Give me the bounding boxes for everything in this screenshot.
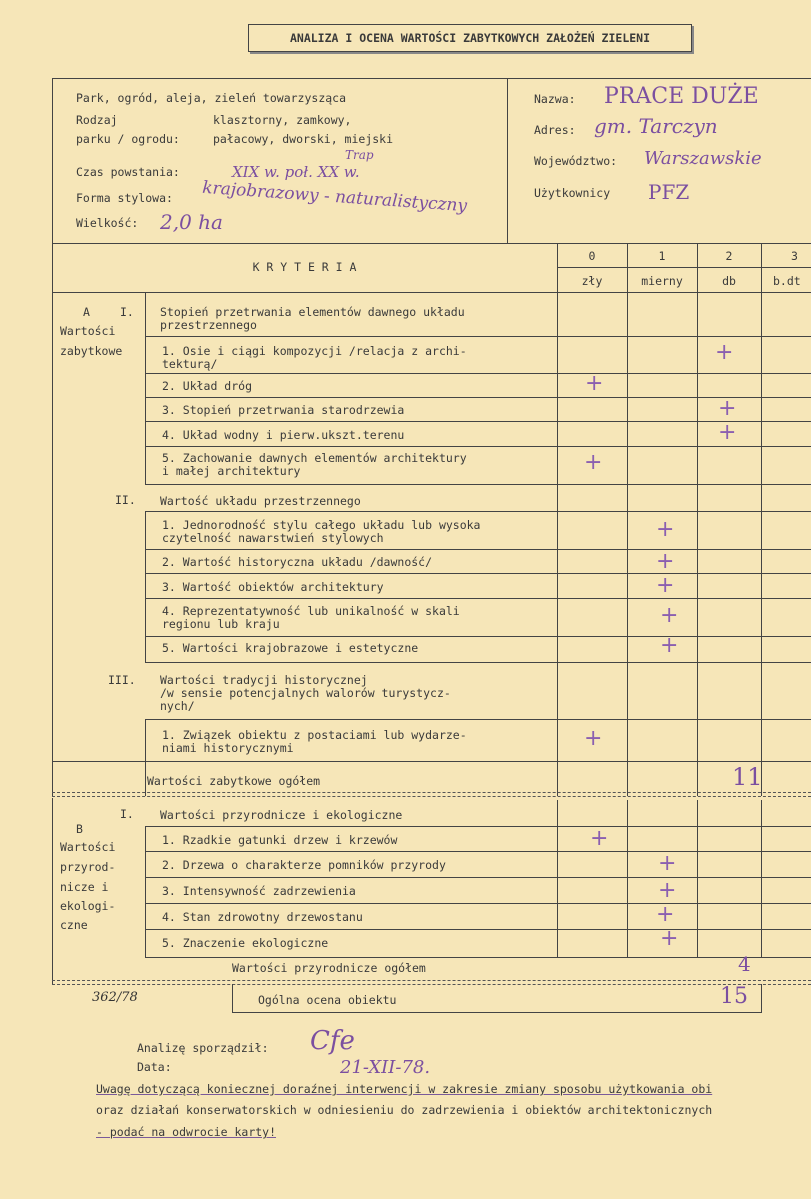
items-left-line-g1 [145,336,146,484]
row-line [145,598,811,599]
row-line [145,484,811,485]
analysed-label: Analizę sporządził: [137,1041,269,1055]
mark-g2-1: + [656,517,675,542]
section-b-name-5: czne [60,918,88,932]
row-line [145,636,811,637]
nazwa-value: PRACE DUŻE [604,84,759,109]
g1-item-5-cont: i małej architektury [162,464,301,478]
score-1-num: 1 [658,249,666,263]
score-1-word: mierny [641,274,683,288]
mark-b-5: + [660,926,679,951]
col-3-left-b [761,800,762,958]
col-0-left [557,243,558,796]
g1-item-3: 3. Stopień przetrwania starodrzewia [162,403,405,417]
group-1-title-2: przestrzennego [160,318,257,332]
date-label: Data: [137,1060,172,1074]
section-a-name-2: zabytkowe [60,344,123,358]
section-a-left-line [52,292,53,796]
group-3-title-3: nych/ [160,699,195,713]
row-line [145,373,811,374]
wojewodztwo-value: Warszawskie [644,148,762,169]
score-2-word: db [722,274,736,288]
section-a-total-value: 11 [732,763,763,791]
g1-item-2: 2. Układ dróg [162,379,253,393]
row-line [145,573,811,574]
section-a-letter: A [83,305,90,319]
score-2-num: 2 [725,249,733,263]
row-line [145,877,811,878]
section-b-name-3: nicze i [60,880,109,894]
g3-item-1: 1. Związek obiektu z postaciami lub wydarze- [162,728,467,742]
col-1-left [627,243,628,796]
row-line [145,826,811,827]
section-a-roman: I. [120,305,134,319]
g1-item-1: 1. Osie i ciągi kompozycji /relacja z archi- [162,344,467,358]
b-item-3: 3. Intensywność zadrzewienia [162,884,356,898]
col-2-left [697,243,698,796]
items-left-line-g3 [145,719,146,761]
forma-label: Forma stylowa: [76,191,173,205]
row-line [145,336,811,337]
rodzaj-label: Rodzaj [76,113,118,127]
note-line-2: oraz działań konserwatorskich w odniesieniu do zadrzewienia i obiektów architektonicznych [96,1103,713,1117]
row-line [145,903,811,904]
date-value: 21-XII-78. [340,1057,431,1078]
section-b-total-value: 4 [738,952,751,976]
group-3-title-1: Wartości tradycji historycznej [160,673,368,687]
section-b-name-2: przyrod- [60,860,116,874]
rodzaj-options-1: klasztorny, zamkowy, [213,113,352,127]
criteria-label: K R Y T E R I A [252,260,357,274]
uzytkownicy-label: Użytkownicy [534,186,611,200]
group-3-title-2: /w sensie potencjalnych walorów turystycz- [160,686,451,700]
group-2-title: Wartość układu przestrzennego [160,494,361,508]
mark-g2-3: + [656,573,675,598]
section-b-title: Wartości przyrodnicze i ekologiczne [160,808,403,822]
rodzaj-options-2: pałacowy, dworski, miejski [213,132,394,146]
analysed-signature: Cfe [310,1026,355,1056]
group-3-roman: III. [108,673,136,687]
wojewodztwo-label: Województwo: [534,154,618,168]
row-line [145,719,811,720]
col-1-left-b [627,800,628,958]
row-line [52,761,811,762]
b-item-5: 5. Znaczenie ekologiczne [162,936,329,950]
note-line-1: Uwagę dotyczącą koniecznej doraźnej interwencji w zakresie zmiany sposobu użytkowania obi [96,1082,713,1096]
section-a-col-line-1 [145,292,146,336]
score-3-num: 3 [791,249,798,263]
section-b-name-1: Wartości [60,840,116,854]
section-b-letter: B [76,822,83,836]
col-0-left-b [557,800,558,958]
g1-item-1-cont: tekturą/ [162,357,218,371]
mark-g1-5: + [584,450,603,475]
forma-value: krajobrazowy - naturalistyczny [201,177,468,217]
ref-number: 362/78 [92,990,138,1005]
mark-g2-2: + [656,549,675,574]
mark-g1-2: + [585,371,604,396]
overall-value: 15 [720,984,748,1009]
g2-item-3: 3. Wartość obiektów architektury [162,580,384,594]
score-0-word: zły [581,274,603,288]
section-b-left-line [52,798,53,984]
row-line [145,662,811,663]
section-b-roman: I. [120,807,134,821]
section-a-name-1: Wartości [60,324,116,338]
adres-value: gm. Tarczyn [594,114,718,138]
group-1-title-1: Stopień przetrwania elementów dawnego układu [160,305,465,319]
mark-b-2: + [658,851,677,876]
type-line: Park, ogród, aleja, zieleń towarzysząca [76,91,347,105]
uzytkownicy-value: PFZ [648,180,690,204]
section-b-items-left [145,826,146,958]
row-line [145,851,811,852]
g2-item-4: 4. Reprezentatywność lub unikalność w skali [162,604,460,618]
b-item-2: 2. Drzewa o charakterze pomników przyrody [162,858,446,872]
g2-item-1: 1. Jednorodność stylu całego układu lub wysoka [162,518,481,532]
section-a-total-label: Wartości zabytkowe ogółem [147,774,321,788]
g2-item-5: 5. Wartości krajobrazowe i estetyczne [162,641,419,655]
row-line [145,929,811,930]
group-2-roman: II. [115,493,136,507]
wielkosc-label: Wielkość: [76,216,139,230]
czas-label: Czas powstania: [76,165,180,179]
row-line [145,957,811,958]
mark-g1-1: + [715,340,734,365]
row-line [145,421,811,422]
b-item-1: 1. Rzadkie gatunki drzew i krzewów [162,833,398,847]
row-line [145,511,811,512]
mark-g2-4: + [660,603,679,628]
row-line [145,397,811,398]
mark-g2-5: + [660,633,679,658]
section-b-name-4: ekologi- [60,899,116,913]
mark-g1-4: + [718,420,737,445]
mark-b-1: + [590,826,609,851]
czas-value: XIX w. poł. XX w. [232,163,360,181]
score-0-num: 0 [588,249,596,263]
g2-item-2: 2. Wartość historyczna układu /dawność/ [162,555,433,569]
items-left-line-g2 [145,511,146,662]
section-a-col-line-2 [145,761,146,796]
g3-item-1-cont: niami historycznymi [162,741,294,755]
col-3-left [761,243,762,796]
col-2-left-b [697,800,698,958]
mark-b-3: + [658,878,677,903]
b-item-4: 4. Stan zdrowotny drzewostanu [162,910,363,924]
parku-label: parku / ogrodu: [76,132,180,146]
section-b-total-label: Wartości przyrodnicze ogółem [232,961,426,975]
form-title: ANALIZA I OCENA WARTOŚCI ZABYTKOWYCH ZAŁOŻEŃ ZIELENI [248,24,692,52]
note-line-3: - podać na odwrocie karty! [96,1125,277,1139]
header-divider [507,78,508,243]
criteria-mid-line [557,267,811,268]
nazwa-label: Nazwa: [534,92,576,106]
score-3-word: b.dt [773,274,801,288]
adres-label: Adres: [534,123,576,137]
mark-b-4: + [656,902,675,927]
mark-g1-3: + [718,396,737,421]
section-divider [52,792,811,797]
row-line [145,549,811,550]
wielkosc-value: 2,0 ha [160,210,223,234]
g1-item-4: 4. Układ wodny i pierw.ukszt.terenu [162,428,405,442]
czas-extra: Trap [345,148,374,162]
overall-label: Ogólna ocena obiektu [258,993,397,1007]
g1-item-5: 5. Zachowanie dawnych elementów architektury [162,451,467,465]
g2-item-1-cont: czytelność nawarstwień stylowych [162,531,384,545]
mark-g3-1: + [584,726,603,751]
row-line [145,446,811,447]
g2-item-4-cont: regionu lub kraju [162,617,280,631]
